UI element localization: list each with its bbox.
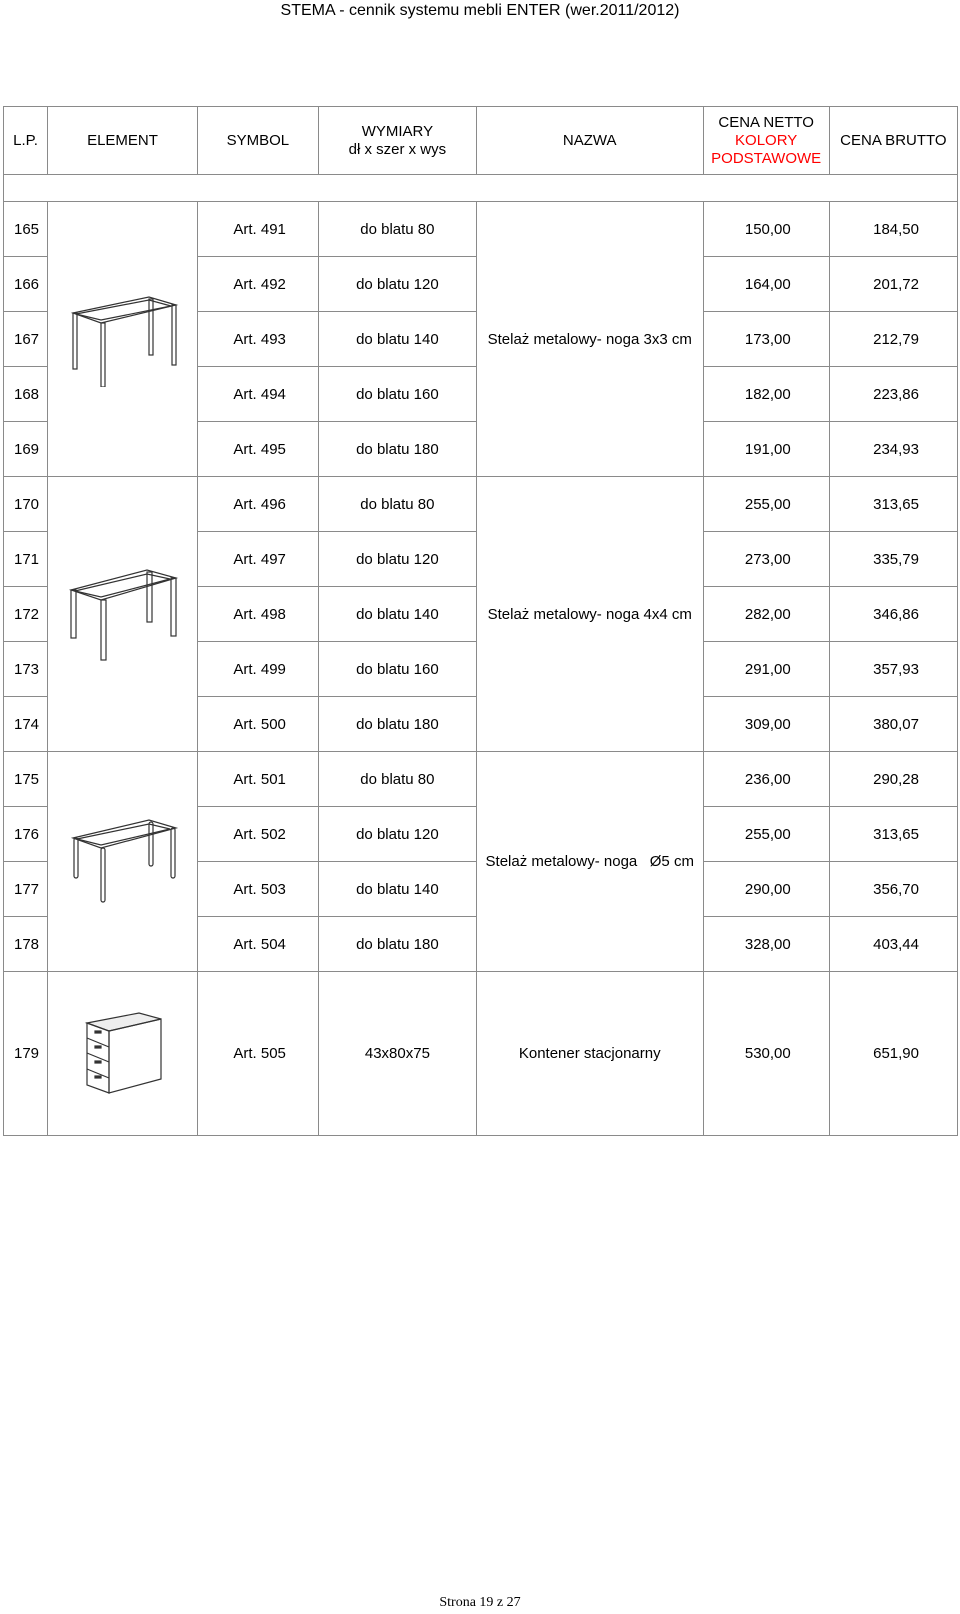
wymiary-cell: do blatu 80: [318, 202, 476, 257]
symbol-cell: Art. 504: [197, 917, 318, 972]
nazwa-cell: Kontener stacjonarny: [476, 972, 703, 1136]
brutto-cell: 212,79: [829, 312, 957, 367]
symbol-cell: Art. 495: [197, 422, 318, 477]
element-image-cell: [48, 752, 198, 972]
nazwa-cell: Stelaż metalowy- noga 4x4 cm: [476, 477, 703, 752]
symbol-cell: Art. 496: [197, 477, 318, 532]
netto-cell: 173,00: [703, 312, 829, 367]
brutto-cell: 184,50: [829, 202, 957, 257]
lp-cell: 172: [4, 587, 48, 642]
netto-cell: 164,00: [703, 257, 829, 312]
netto-cell: 282,00: [703, 587, 829, 642]
wymiary-cell: do blatu 120: [318, 257, 476, 312]
col-header-symbol: SYMBOL: [197, 107, 318, 175]
netto-cell: 182,00: [703, 367, 829, 422]
table-row: [4, 752, 958, 807]
netto-cell: 328,00: [703, 917, 829, 972]
metal-frame-3x3-icon: [61, 291, 183, 387]
symbol-cell: Art. 499: [197, 642, 318, 697]
nazwa-cell: Stelaż metalowy- noga Ø5 cm: [476, 752, 703, 972]
nazwa-cell: Stelaż metalowy- noga 3x3 cm: [476, 202, 703, 477]
lp-cell: 175: [4, 752, 48, 807]
symbol-cell: Art. 503: [197, 862, 318, 917]
netto-cell: 191,00: [703, 422, 829, 477]
col-header-netto-line2: KOLORY: [735, 131, 798, 149]
table-row: [4, 972, 958, 1136]
lp-cell: 165: [4, 202, 48, 257]
symbol-cell: Art. 498: [197, 587, 318, 642]
lp-cell: 174: [4, 697, 48, 752]
lp-cell: 169: [4, 422, 48, 477]
brutto-cell: 290,28: [829, 752, 957, 807]
col-header-element: ELEMENT: [48, 107, 198, 175]
symbol-cell: Art. 497: [197, 532, 318, 587]
metal-frame-round-icon: [61, 816, 183, 908]
wymiary-cell: do blatu 140: [318, 862, 476, 917]
brutto-cell: 357,93: [829, 642, 957, 697]
price-table: [3, 106, 958, 1136]
lp-cell: 168: [4, 367, 48, 422]
col-header-brutto: CENA BRUTTO: [829, 107, 957, 175]
brutto-cell: 313,65: [829, 477, 957, 532]
element-image-cell: [48, 202, 198, 477]
symbol-cell: Art. 494: [197, 367, 318, 422]
wymiary-cell: do blatu 180: [318, 917, 476, 972]
symbol-cell: Art. 505: [197, 972, 318, 1136]
table-row: [4, 202, 958, 257]
col-header-netto: [703, 107, 829, 175]
wymiary-cell: do blatu 120: [318, 532, 476, 587]
lp-cell: 179: [4, 972, 48, 1136]
netto-cell: 255,00: [703, 807, 829, 862]
netto-cell: 236,00: [703, 752, 829, 807]
lp-cell: 177: [4, 862, 48, 917]
spacer-cell: [4, 175, 958, 202]
brutto-cell: 346,86: [829, 587, 957, 642]
netto-cell: 255,00: [703, 477, 829, 532]
netto-cell: 291,00: [703, 642, 829, 697]
col-header-wymiary: [318, 107, 476, 175]
table-row: [4, 477, 958, 532]
netto-cell: 530,00: [703, 972, 829, 1136]
lp-cell: 166: [4, 257, 48, 312]
brutto-cell: 335,79: [829, 532, 957, 587]
wymiary-cell: do blatu 160: [318, 642, 476, 697]
lp-cell: 176: [4, 807, 48, 862]
lp-cell: 170: [4, 477, 48, 532]
col-header-netto-line1: CENA NETTO: [718, 113, 814, 131]
brutto-cell: 356,70: [829, 862, 957, 917]
brutto-cell: 403,44: [829, 917, 957, 972]
col-header-netto-line3: PODSTAWOWE: [711, 149, 822, 167]
lp-cell: 167: [4, 312, 48, 367]
document-title: STEMA - cennik systemu mebli ENTER (wer.2011/2012): [280, 2, 680, 19]
col-header-wymiary-line1: WYMIARY: [361, 122, 434, 140]
brutto-cell: 223,86: [829, 367, 957, 422]
symbol-cell: Art. 492: [197, 257, 318, 312]
wymiary-cell: do blatu 180: [318, 422, 476, 477]
col-header-wymiary-line2: dł x szer x wys: [348, 140, 447, 158]
symbol-cell: Art. 502: [197, 807, 318, 862]
brutto-cell: 234,93: [829, 422, 957, 477]
wymiary-cell: 43x80x75: [318, 972, 476, 1136]
table-header-row: [4, 107, 958, 175]
netto-cell: 290,00: [703, 862, 829, 917]
symbol-cell: Art. 491: [197, 202, 318, 257]
symbol-cell: Art. 493: [197, 312, 318, 367]
wymiary-cell: do blatu 160: [318, 367, 476, 422]
lp-cell: 178: [4, 917, 48, 972]
brutto-cell: 651,90: [829, 972, 957, 1136]
wymiary-cell: do blatu 140: [318, 587, 476, 642]
symbol-cell: Art. 501: [197, 752, 318, 807]
wymiary-cell: do blatu 80: [318, 752, 476, 807]
netto-cell: 150,00: [703, 202, 829, 257]
col-header-nazwa: NAZWA: [476, 107, 703, 175]
lp-cell: 171: [4, 532, 48, 587]
element-image-cell: [48, 972, 198, 1136]
drawer-container-icon: [77, 1011, 167, 1097]
wymiary-cell: do blatu 120: [318, 807, 476, 862]
netto-cell: 309,00: [703, 697, 829, 752]
metal-frame-4x4-icon: [61, 566, 183, 662]
spacer-row: [4, 175, 958, 202]
wymiary-cell: do blatu 140: [318, 312, 476, 367]
element-image-cell: [48, 477, 198, 752]
wymiary-cell: do blatu 180: [318, 697, 476, 752]
brutto-cell: 313,65: [829, 807, 957, 862]
page-number: Strona 19 z 27: [439, 1595, 521, 1610]
brutto-cell: 201,72: [829, 257, 957, 312]
symbol-cell: Art. 500: [197, 697, 318, 752]
brutto-cell: 380,07: [829, 697, 957, 752]
col-header-lp: L.P.: [4, 107, 48, 175]
netto-cell: 273,00: [703, 532, 829, 587]
lp-cell: 173: [4, 642, 48, 697]
wymiary-cell: do blatu 80: [318, 477, 476, 532]
